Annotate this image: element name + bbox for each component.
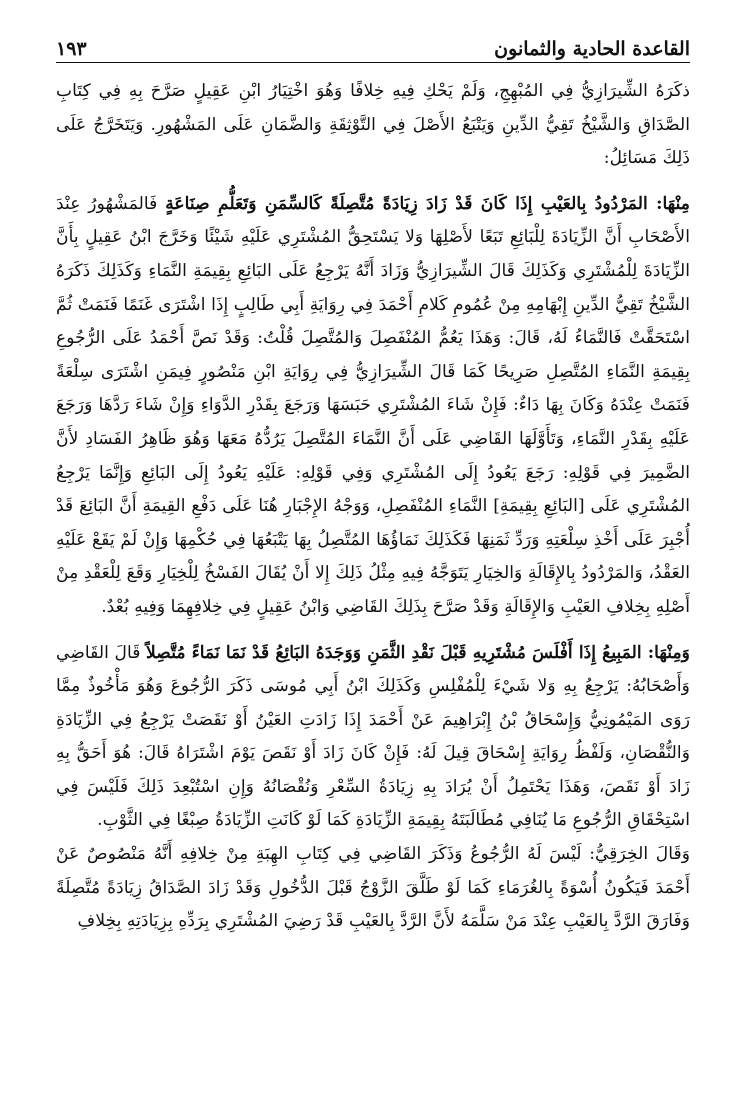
running-header <box>56 30 690 63</box>
paragraph-1 <box>56 75 690 176</box>
paragraph-text: قَالَ القَاضِي وَأَصْحَابُهُ: يَرْجِعُ بِهِ وَلا شَيْءَ لِلْمُفْلِسِ وَكَذَلِكَ ابْنُ أَبِي مُوسَى ذَكَرَ الرُّجُوعَ وَهُوَ مَأْخُوذٌ مِمَّا رَوَى المَيْمُونِيُّ وَإِسْحَاقُ بْنُ إِبْرَاهِيمَ عَنْ أَحْمَدَ إِذَا زَادَتِ العَيْنُ أَوْ نَقَصَتْ يَرْجِعُ فِي الزِّيَادَةِ وَالنُّقْصَانِ، وَلَفْظُ رِوَايَةِ إِسْحَاقَ قِيلَ لَهُ: فَإِنْ كَانَ زَادَ أَوْ نَقَصَ يَوْمَ اشْتَرَاهُ قَالَ: هُوَ أَحَقُّ بِهِ زَادَ أَوْ نَقَصَ، وَهَذَا يَحْتَمِلُ أَنْ يُرَادَ بِهِ زِيَادَةُ السِّعْرِ وَنُقْصَانُهُ وَإِنِ اسْتُبْعِدَ ذَلِكَ فَلَيْسَ فِي اسْتِحْقَاقِ الرُّجُوعِ مَا يُنَافِي مُطَالَبَتَهُ بِقِيمَةِ الزِّيَادَةِ كَمَا لَوْ كَانَتِ الزِّيَادَةُ صِبْغًا فِي الثَّوْبِ. <box>56 642 690 831</box>
paragraph-lead: وَمِنْهَا: المَبِيعُ إِذَا أَفْلَسَ مُشْتَرِيهِ قَبْلَ نَقْدِ الثَّمَنِ وَوَجَدَهُ البَائِعُ قَدْ نَمَا نَمَاءً مُتَّصِلاً <box>146 642 690 663</box>
paragraph-text: فَالمَشْهُورُ عِنْدَ الأَصْحَابِ أَنَّ الزِّيَادَةَ لِلْبَائِعِ تَبَعًا لأَصْلِهَا وَلا يَسْتَحِقُّ المُشْتَرِي عَلَيْهِ شَيْئًا وَخَرَّجَ ابْنُ عَقِيلٍ بِأَنَّ الزِّيَادَةَ لِلْمُشْتَرِي وَكَذَلِكَ قَالَ الشِّيرَازِيُّ وَزَادَ أَنَّهُ يَرْجِعُ عَلَى البَائِعِ بِقِيمَةِ النَّمَاءِ وَكَذَلِكَ ذَكَرَهُ الشَّيْخُ تَقِيُّ الدِّينِ إِبْهَامِهِ مِنْ عُمُومِ كَلامِ أَحْمَدَ فِي رِوَايَةِ أَبِي طَالِبٍ إِذَا اشْتَرَى غَنَمًا فَنَمَتْ ثُمَّ اسْتَحَقَّتْ فَالنَّمَاءُ لَهُ، قَالَ: وَهَذَا يَعُمُّ المُنْفَصِلَ وَالمُتَّصِلَ قُلْتُ: وَقَدْ نَصَّ أَحْمَدُ عَلَى الرُّجُوعِ بِقِيمَةِ النَّمَاءِ المُتَّصِلِ صَرِيحًا كَمَا قَالَ الشِّيرَازِيُّ فِي رِوَايَةِ ابْنِ مَنْصُورٍ فِيمَنِ اشْتَرَى سِلْعَةً فَنَمَتْ عِنْدَهُ وَكَانَ بِهَا دَاءٌ: فَإِنْ شَاءَ المُشْتَرِي حَبَسَهَا وَرَجَعَ بِقَدْرِ الدَّوَاءِ وَإِنْ شَاءَ رَدَّهَا وَرَجَعَ عَلَيْهِ بِقَدْرِ النَّمَاءِ، وَتَأَوَّلَهَا القَاضِي عَلَى أَنَّ النَّمَاءَ المُتَّصِلَ يَرُدُّهُ مَعَهَا وَهُوَ ظَاهِرُ الفَسَادِ لأَنَّ الضَّمِيرَ فِي قَوْلِهِ: رَجَعَ يَعُودُ إِلَى المُشْتَرِي وَفِي قَوْلِهِ: عَلَيْهِ يَعُودُ إِلَى البَائِعِ وَإِنَّمَا يَرْجِعُ المُشْتَرِي عَلَى [البَائِعِ بِقِيمَةِ] النَّمَاءِ المُنْفَصِلِ، وَوَجْهُ الإِجْبَارِ هُنَا عَلَى دَفْعِ القِيمَةِ أَنَّ البَائِعَ قَدْ أُجْبِرَ عَلَى أَخْذِ سِلْعَتِهِ وَرَدِّ ثَمَنِهَا فَكَذَلِكَ نَمَاؤُهَا المُتَّصِلُ بِهَا يَتْبَعُهَا فِي حُكْمِهَا وَإِنْ لَمْ يَقَعْ عَلَيْهِ العَقْدُ، وَالمَرْدُودُ بِالإِقَالَةِ وَالخِيَارِ يَتَوَجَّهُ فِيهِ مِثْلُ ذَلِكَ إِلا أَنْ يُقَالَ الفَسْخُ لِلْخِيَارِ وَقَعَ لِلْعَقْدِ مِنْ أَصْلِهِ بِخِلافِ العَيْبِ وَالإِقَالَةِ وَقَدْ صَرَّحَ بِذَلِكَ القَاضِي وَابْنُ عَقِيلٍ فِي خِلافِهِمَا وَفِيهِ بُعْدٌ. <box>56 193 690 617</box>
paragraph-3 <box>56 637 690 839</box>
body-text <box>56 75 690 939</box>
paragraph-4 <box>56 838 690 939</box>
paragraph-text: وَقَالَ الخِرَقِيُّ: لَيْسَ لَهُ الرُّجُوعُ وَذَكَرَ القَاضِي فِي كِتَابِ الهِبَةِ مِنْ خِلافِهِ أَنَّهُ مَنْصُوصٌ عَنْ أَحْمَدَ فَيَكُونُ أُسْوَةً بِالغُرَمَاءِ كَمَا لَوْ طَلَّقَ الزَّوْجُ قَبْلَ الدُّخُولِ وَقَدْ زَادَ الصَّدَاقُ زِيَادَةً مُتَّصِلَةً وَفَارَقَ الرَّدَّ بِالعَيْبِ عِنْدَ مَنْ سَلَّمَهُ لأَنَّ الرَّدَّ بِالعَيْبِ قَدْ رَضِيَ المُشْتَرِي بِرَدِّهِ بِزِيَادَتِهِ بِخِلافِ <box>56 844 690 932</box>
chapter-title: القاعدة الحادية والثمانون <box>494 38 690 60</box>
paragraph-2 <box>56 188 690 625</box>
page-number: ١٩٣ <box>56 38 87 60</box>
paragraph-text: ذكَرَهُ الشِّيرَازِيُّ فِي المُبْهِجِ، وَلَمْ يَحْكِ فِيهِ خِلافًا وَهُوَ اخْتِيَارُ ابْنِ عَقِيلٍ صَرَّحَ بِهِ فِي كِتَابِ الصَّدَاقِ وَالشَّيْخُ تَقِيُّ الدِّينِ وَيَتْبَعُ الأَصْلَ فِي التَّوْثِقَةِ وَالضَّمَانِ عَلَى المَشْهُورِ. وَيَتَخَرَّجُ عَلَى ذَلِكَ مَسَائِلُ: <box>56 81 690 169</box>
paragraph-lead: مِنْهَا: المَرْدُودُ بِالعَيْبِ إِذَا كَانَ قَدْ زَادَ زِيَادَةً مُتَّصِلَةً كَالسِّمَنِ وَتَعَلُّمِ صِنَاعَةٍ <box>165 193 690 214</box>
